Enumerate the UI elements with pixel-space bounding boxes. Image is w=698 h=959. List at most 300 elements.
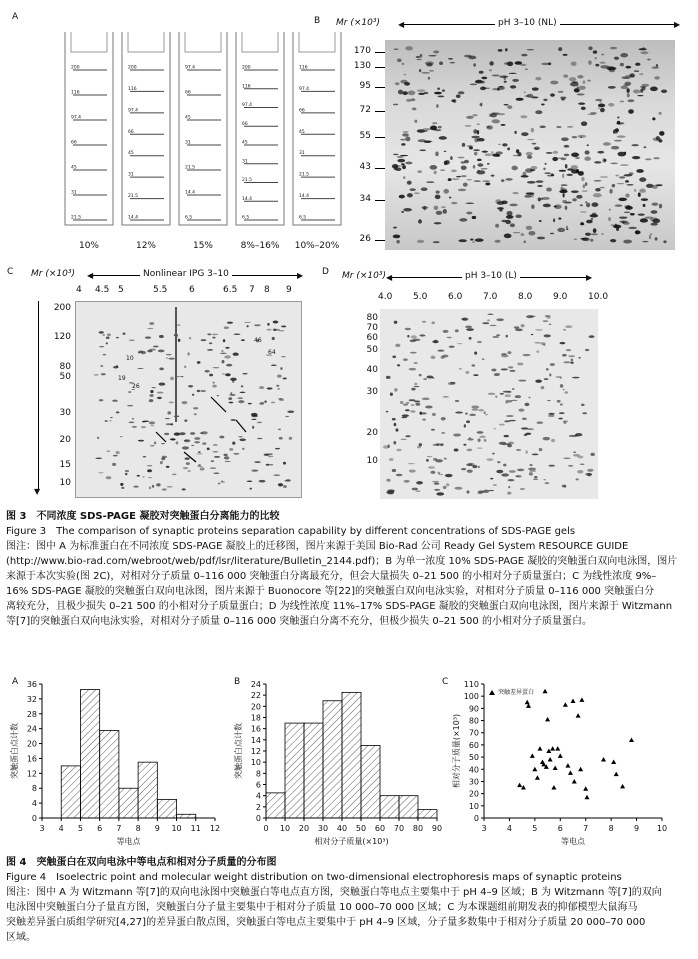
protein-spot	[543, 320, 549, 321]
protein-spot	[603, 142, 611, 146]
protein-spot	[207, 349, 213, 351]
protein-spot	[584, 157, 591, 161]
protein-spot	[422, 419, 426, 421]
protein-spot	[412, 488, 419, 491]
protein-spot	[428, 55, 436, 57]
y-ticks	[330, 40, 385, 250]
protein-spot	[441, 206, 446, 208]
protein-spot	[653, 157, 660, 159]
protein-spot	[490, 325, 497, 326]
protein-spot	[448, 58, 453, 59]
protein-spot	[588, 60, 591, 64]
protein-spot	[569, 77, 576, 81]
marker-label: 66	[242, 121, 248, 127]
protein-spot	[585, 150, 590, 154]
protein-spot	[458, 189, 466, 192]
protein-spot	[480, 87, 486, 91]
protein-spot	[464, 424, 466, 428]
protein-spot	[194, 441, 200, 443]
protein-spot	[287, 411, 294, 413]
protein-spot	[396, 474, 403, 476]
protein-spot	[507, 351, 511, 354]
protein-spot	[162, 488, 167, 490]
protein-spot	[278, 398, 282, 400]
protein-spot	[485, 182, 490, 185]
protein-spot	[151, 387, 156, 388]
protein-spot	[507, 105, 512, 109]
protein-spot	[646, 184, 653, 188]
protein-spot	[405, 409, 410, 411]
y-tick-label: 50	[366, 345, 378, 355]
protein-spot	[98, 472, 103, 473]
protein-spot	[565, 206, 568, 210]
protein-spot	[434, 489, 440, 491]
arrow-left-icon: ◀	[398, 20, 405, 29]
y-tick-label: 4	[31, 799, 37, 809]
protein-spot	[174, 433, 181, 436]
protein-spot	[482, 322, 489, 324]
protein-spot	[184, 366, 186, 369]
scatter-point	[525, 700, 530, 705]
protein-spot	[537, 185, 543, 187]
protein-spot	[149, 487, 151, 490]
protein-spot	[405, 435, 410, 437]
protein-spot	[508, 391, 512, 394]
spot-label: 10	[126, 355, 134, 362]
protein-spot	[645, 158, 651, 160]
protein-spot	[193, 407, 198, 409]
protein-spot	[254, 324, 261, 326]
protein-spot	[576, 478, 579, 480]
protein-spot	[223, 454, 227, 457]
protein-spot	[477, 447, 483, 448]
protein-spot	[513, 232, 521, 233]
protein-spot	[106, 450, 110, 451]
x-tick-label: 12	[209, 824, 221, 833]
protein-spot	[524, 92, 526, 93]
protein-spot	[505, 48, 507, 51]
protein-spot	[147, 465, 152, 466]
protein-spot	[564, 391, 568, 394]
protein-spot	[145, 336, 151, 339]
y-tick-label: 70	[468, 728, 479, 738]
protein-spot	[565, 164, 568, 169]
x-tick-label: 6	[189, 285, 195, 295]
protein-spot	[276, 385, 279, 387]
marker-label: 200	[242, 65, 251, 71]
protein-spot	[544, 378, 549, 380]
protein-spot	[201, 431, 207, 434]
protein-spot	[611, 146, 619, 150]
protein-spot	[461, 165, 467, 170]
protein-spot	[207, 448, 210, 451]
protein-spot	[95, 458, 101, 460]
protein-spot	[510, 223, 515, 227]
protein-spot	[595, 99, 603, 101]
protein-spot	[167, 486, 173, 487]
protein-spot	[160, 461, 163, 464]
protein-spot	[570, 362, 573, 364]
protein-spot	[200, 467, 205, 470]
protein-spot	[392, 469, 396, 472]
protein-spot	[432, 481, 439, 483]
protein-spot	[482, 180, 490, 182]
protein-spot	[448, 178, 452, 181]
protein-spot	[564, 145, 570, 148]
protein-spot	[400, 401, 404, 404]
protein-spot	[543, 99, 547, 102]
protein-spot	[447, 337, 452, 338]
protein-spot	[159, 335, 164, 338]
protein-spot	[624, 212, 630, 214]
y-tick-label: 10	[366, 456, 378, 466]
protein-spot	[405, 328, 411, 331]
protein-spot	[437, 349, 444, 351]
protein-spot	[197, 466, 203, 467]
protein-spot	[403, 404, 408, 406]
protein-spot	[196, 453, 202, 454]
marker-label: 66	[299, 108, 305, 114]
protein-spot	[595, 64, 599, 67]
protein-spot	[465, 413, 467, 415]
protein-spot	[393, 234, 401, 238]
protein-spot	[561, 98, 565, 100]
protein-spot	[535, 329, 543, 330]
protein-spot	[517, 362, 523, 365]
protein-spot	[397, 156, 404, 158]
protein-spot	[661, 90, 667, 94]
protein-spot	[406, 402, 410, 404]
protein-spot	[563, 457, 571, 459]
protein-spot	[221, 350, 223, 352]
protein-spot	[388, 445, 390, 448]
protein-spot	[409, 188, 416, 191]
protein-spot	[461, 175, 466, 177]
protein-spot	[656, 136, 660, 140]
protein-spot	[414, 362, 418, 364]
protein-spot	[573, 452, 576, 454]
protein-spot	[496, 470, 503, 474]
protein-spot	[467, 449, 473, 452]
protein-spot	[613, 130, 615, 134]
protein-spot	[133, 486, 138, 488]
protein-spot	[414, 400, 420, 402]
protein-spot	[627, 99, 634, 102]
y-ticks	[358, 309, 378, 499]
protein-spot	[189, 337, 192, 339]
protein-spot	[479, 71, 484, 74]
scatter-point	[517, 783, 522, 788]
protein-spot	[132, 418, 134, 420]
protein-spot	[281, 325, 286, 327]
protein-spot	[624, 82, 631, 86]
protein-spot	[150, 425, 154, 426]
protein-spot	[259, 480, 266, 483]
protein-spot	[158, 349, 165, 352]
scatter-point	[558, 753, 563, 758]
protein-spot	[121, 487, 124, 489]
protein-spot	[526, 192, 535, 195]
x-tick-label: 5.5	[153, 285, 168, 295]
lane-label: 10%–20%	[294, 241, 340, 251]
protein-spot	[550, 81, 558, 85]
protein-spot	[244, 322, 251, 323]
protein-spot	[408, 91, 416, 96]
protein-spot	[544, 334, 551, 337]
protein-spot	[521, 132, 528, 136]
protein-spot	[213, 473, 219, 474]
protein-spot	[402, 91, 408, 95]
protein-spot	[219, 436, 224, 439]
x-tick-label: 20	[298, 824, 310, 833]
protein-spot	[104, 420, 107, 421]
protein-spot	[487, 314, 493, 315]
protein-spot	[650, 233, 652, 234]
y-tick-label: 2	[255, 802, 261, 812]
protein-spot	[578, 357, 580, 358]
protein-spot	[492, 88, 499, 90]
protein-spot	[112, 400, 117, 402]
protein-spot	[614, 57, 619, 60]
protein-spot	[270, 464, 274, 465]
protein-spot	[395, 167, 401, 171]
protein-spot	[620, 53, 628, 57]
protein-spot	[560, 403, 563, 405]
scatter-point	[535, 775, 540, 780]
fig3-caption	[6, 509, 694, 629]
protein-spot	[585, 182, 587, 186]
protein-spot	[266, 464, 270, 466]
protein-spot	[395, 82, 400, 85]
protein-spot	[477, 130, 479, 135]
protein-spot	[620, 101, 624, 103]
y-tick-label: 16	[26, 754, 37, 764]
protein-spot	[597, 108, 600, 110]
y-tick-label: 55	[359, 131, 371, 141]
protein-spot	[577, 93, 585, 95]
protein-spot	[231, 419, 236, 421]
protein-spot	[402, 63, 405, 64]
protein-spot	[462, 143, 465, 147]
protein-spot	[141, 426, 146, 428]
protein-spot	[438, 126, 442, 129]
protein-spot	[558, 418, 562, 420]
marker-label: 14.4	[185, 190, 196, 196]
protein-spot	[593, 193, 602, 197]
protein-spot	[510, 85, 516, 88]
protein-spot	[625, 66, 631, 69]
protein-spot	[398, 90, 403, 95]
protein-spot	[600, 65, 609, 68]
marker-label: 45	[128, 151, 134, 157]
protein-spot	[213, 367, 220, 368]
protein-spot	[492, 336, 499, 338]
arrow-left-icon: ◀	[87, 271, 94, 280]
protein-spot	[224, 327, 229, 329]
protein-spot	[541, 104, 545, 106]
y-tick-label: 34	[359, 194, 371, 204]
protein-spot	[168, 358, 175, 360]
histogram-bar	[266, 793, 285, 818]
protein-spot	[230, 378, 236, 381]
y-tick-mark	[375, 200, 385, 201]
protein-spot	[271, 402, 275, 404]
marker-label: 45	[185, 115, 191, 121]
y-tick-label: 10	[468, 801, 479, 811]
protein-spot	[641, 198, 648, 201]
legend-marker	[489, 690, 495, 695]
protein-spot	[273, 321, 279, 324]
protein-spot	[491, 175, 495, 177]
mr-label: Mr (×10³)	[31, 269, 75, 279]
protein-spot	[655, 237, 658, 240]
y-tick-label: 40	[366, 365, 378, 375]
x-axis-label: 等电点	[561, 837, 585, 846]
scatter-point	[548, 757, 553, 762]
y-tick-label: 26	[359, 234, 371, 244]
protein-spot	[608, 217, 611, 221]
panel-letter: A	[12, 12, 19, 22]
protein-spot	[238, 436, 243, 437]
x-tick-label: 50	[355, 824, 367, 833]
protein-spot	[560, 377, 562, 379]
protein-spot	[568, 465, 573, 466]
y-tick-label: 6	[255, 780, 261, 790]
protein-spot	[477, 124, 480, 125]
protein-spot	[407, 335, 409, 338]
protein-spot	[617, 135, 626, 138]
fig4-caption	[6, 855, 694, 945]
protein-spot	[505, 220, 511, 224]
protein-spot	[477, 170, 480, 173]
protein-spot	[394, 388, 397, 392]
protein-spot	[525, 450, 527, 454]
protein-spot	[517, 469, 524, 472]
lane-outline	[65, 32, 113, 225]
protein-spot	[496, 334, 500, 335]
protein-spot	[470, 84, 477, 86]
protein-spot	[601, 233, 604, 235]
protein-spot	[392, 356, 396, 359]
y-tick-label: 80	[59, 362, 71, 372]
histogram-bar	[119, 788, 138, 818]
protein-spot	[561, 157, 567, 160]
protein-spot	[403, 208, 412, 211]
protein-spot	[495, 240, 501, 243]
spot-label: 46	[254, 337, 262, 344]
protein-spot	[536, 350, 539, 353]
protein-spot	[214, 456, 220, 457]
protein-spot	[512, 388, 515, 390]
protein-spot	[435, 195, 441, 200]
y-tick-label: 36	[26, 680, 37, 689]
protein-spot	[103, 354, 107, 355]
protein-spot	[407, 181, 412, 185]
protein-spot	[481, 168, 488, 169]
marker-label: 116	[71, 90, 80, 96]
protein-spot	[562, 174, 564, 179]
protein-spot	[496, 113, 505, 115]
protein-spot	[142, 421, 145, 422]
y-tick-label: 20	[26, 739, 37, 749]
protein-spot	[594, 161, 601, 164]
protein-spot	[553, 151, 558, 154]
protein-spot	[619, 176, 625, 178]
protein-spot	[286, 479, 291, 481]
protein-spot	[463, 183, 468, 187]
x-tick-label: 30	[317, 824, 329, 833]
protein-spot	[488, 490, 494, 491]
protein-spot	[228, 397, 232, 400]
chart-a	[0, 672, 230, 847]
y-tick-mark	[375, 87, 385, 88]
protein-spot	[285, 416, 289, 417]
histogram-bar	[100, 731, 119, 818]
protein-spot	[551, 439, 555, 442]
protein-spot	[386, 411, 389, 413]
protein-spot	[405, 46, 413, 50]
protein-spot	[641, 84, 649, 87]
protein-spot	[272, 337, 275, 340]
protein-spot	[487, 319, 490, 321]
protein-spot	[590, 453, 594, 456]
y-tick-label: 120	[53, 332, 71, 342]
protein-spot	[194, 413, 197, 415]
scatter-point	[579, 697, 584, 702]
y-tick-label: 100	[463, 692, 479, 702]
panel-letter: C	[7, 267, 14, 277]
protein-spot	[411, 335, 417, 338]
protein-spot	[559, 170, 567, 172]
protein-spot	[508, 366, 513, 368]
protein-spot	[419, 334, 425, 336]
protein-spot	[94, 374, 99, 375]
protein-spot	[528, 231, 535, 236]
y-tick-label: 95	[359, 81, 371, 91]
protein-spot	[404, 82, 410, 86]
protein-spot	[445, 474, 453, 477]
marker-label: 45	[242, 140, 248, 146]
protein-spot	[249, 488, 251, 490]
protein-spot	[427, 456, 433, 457]
protein-spot	[577, 470, 583, 474]
histogram-bar	[138, 762, 157, 818]
protein-spot	[393, 441, 396, 445]
protein-spot	[419, 412, 427, 414]
x-tick-label: 9.0	[553, 292, 568, 302]
protein-spot	[507, 492, 511, 495]
protein-spot	[198, 451, 201, 453]
protein-spot	[581, 107, 586, 110]
spot-arrow	[184, 452, 196, 462]
protein-spot	[587, 469, 594, 472]
protein-spot	[268, 453, 272, 455]
protein-spot	[392, 418, 396, 420]
protein-spot	[407, 463, 415, 464]
protein-spot	[652, 203, 659, 206]
protein-spot	[434, 222, 442, 224]
y-tick-label: 70	[366, 323, 378, 333]
protein-spot	[504, 435, 509, 437]
protein-spot	[656, 64, 658, 67]
protein-spot	[531, 128, 534, 132]
protein-spot	[514, 326, 519, 329]
protein-spot	[511, 400, 518, 401]
protein-spot	[165, 418, 170, 419]
fig3-panel-b	[310, 10, 690, 260]
protein-spot	[650, 218, 658, 222]
protein-spot	[611, 224, 615, 226]
